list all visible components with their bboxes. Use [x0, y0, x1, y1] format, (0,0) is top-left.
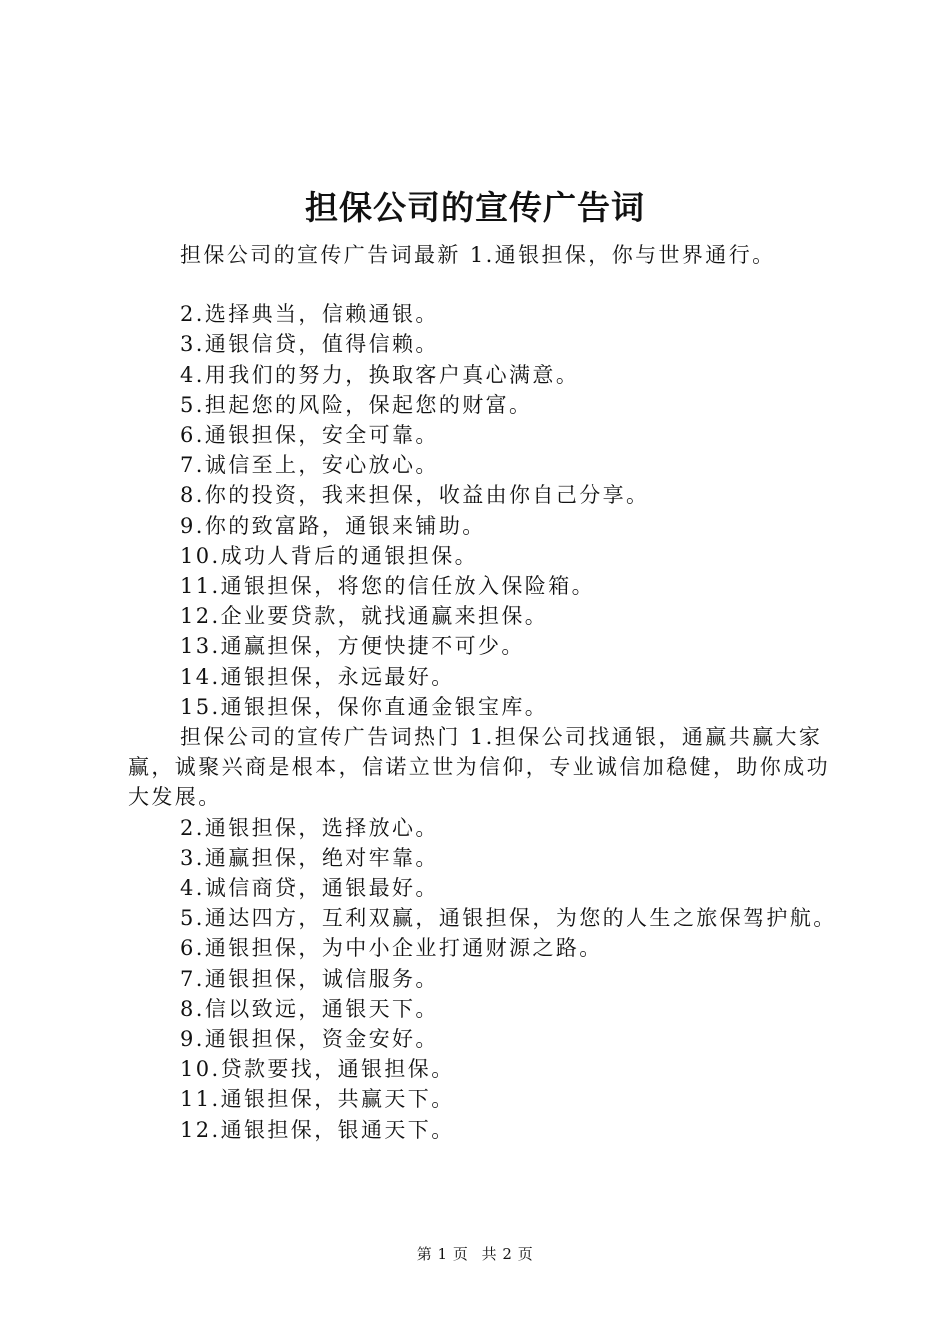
document-title: 担保公司的宣传广告词: [305, 188, 645, 227]
slogan-line: 9.你的致富路，通银来铺助。: [180, 513, 486, 538]
page-number: 第 1 页: [416, 1245, 469, 1263]
section-2-paragraph: 担保公司的宣传广告词热门 1.担保公司找通银，通赢共赢大家赢，诚聚兴商是根本，信诺立世为信仰，专业诚信加稳健，助你成功大发展。: [128, 725, 830, 810]
slogan-line: 2.通银担保，选择放心。: [180, 815, 439, 840]
slogan-line: 14.通银担保，永远最好。: [180, 664, 455, 689]
slogan-line: 3.通银信贷，值得信赖。: [180, 332, 439, 357]
slogan-line: 6.通银担保，为中小企业打通财源之路。: [180, 936, 603, 961]
slogan-line: 6.通银担保，安全可靠。: [180, 423, 439, 448]
slogan-line: 15.通银担保，保你直通金银宝库。: [180, 694, 549, 719]
slogan-line: 5.通达四方，互利双赢，通银担保，为您的人生之旅保驾护航。: [180, 906, 837, 931]
page-total: 共 2 页: [481, 1245, 534, 1263]
slogan-line: 10.成功人背后的通银担保。: [180, 543, 478, 568]
slogan-line: 2.选择典当，信赖通银。: [180, 302, 439, 327]
document-body: [128, 240, 840, 1145]
slogan-line: 4.用我们的努力，换取客户真心满意。: [180, 362, 580, 387]
slogan-line: 7.通银担保，诚信服务。: [180, 966, 439, 991]
slogan-list-1: [128, 299, 840, 722]
slogan-line: 4.诚信商贷，通银最好。: [180, 876, 439, 901]
slogan-line: 13.通赢担保，方便快捷不可少。: [180, 634, 525, 659]
page-footer: [0, 1244, 950, 1264]
slogan-line: 3.通赢担保，绝对牢靠。: [180, 845, 439, 870]
slogan-list-2: [128, 813, 840, 1145]
slogan-line: 10.贷款要找，通银担保。: [180, 1057, 455, 1082]
slogan-line: 11.通银担保，共赢天下。: [180, 1087, 455, 1112]
slogan-line: 12.通银担保，银通天下。: [180, 1117, 455, 1142]
paragraph-gap: [128, 270, 840, 299]
slogan-line: 5.担起您的风险，保起您的财富。: [180, 392, 533, 417]
slogan-line: 11.通银担保，将您的信任放入保险箱。: [180, 574, 595, 599]
intro-paragraph: 担保公司的宣传广告词最新 1.通银担保，你与世界通行。: [180, 243, 776, 267]
slogan-line: 8.信以致远，通银天下。: [180, 996, 439, 1021]
slogan-line: 9.通银担保，资金安好。: [180, 1027, 439, 1052]
slogan-line: 8.你的投资，我来担保，收益由你自己分享。: [180, 483, 650, 508]
slogan-line: 12.企业要贷款，就找通赢来担保。: [180, 604, 549, 629]
slogan-line: 7.诚信至上，安心放心。: [180, 453, 439, 478]
